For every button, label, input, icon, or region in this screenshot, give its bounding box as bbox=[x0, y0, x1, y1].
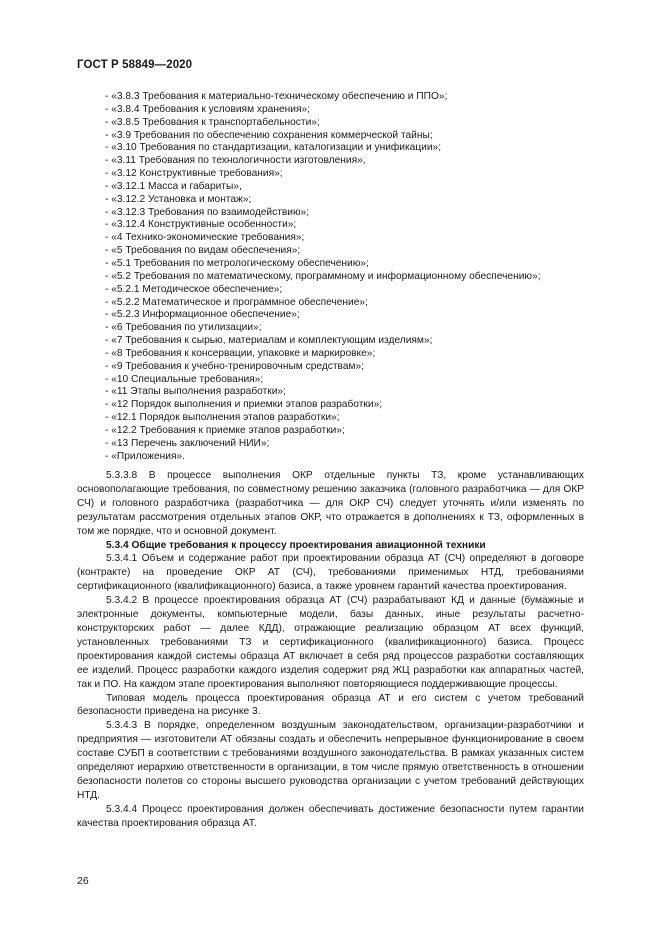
list-item: - «3.8.5 Требования к транспортабельности»; bbox=[105, 116, 320, 128]
list-item: - «7 Требования к сырью, материалам и комплектующим изделиям»; bbox=[105, 335, 433, 347]
list-item: - «5.2.2 Математическое и программное обеспечение»; bbox=[105, 296, 368, 308]
list-item: - «5.2.3 Информационное обеспечение»; bbox=[105, 309, 300, 321]
document-header: ГОСТ Р 58849—2020 bbox=[77, 59, 193, 71]
list-item: - «3.9 Требования по обеспечению сохранения коммерческой тайны; bbox=[105, 129, 433, 141]
document-body bbox=[77, 469, 584, 831]
list-item: - «5.1 Требования по метрологическому обеспечению»; bbox=[105, 257, 369, 269]
list-item: - «11 Этапы выполнения разработки»; bbox=[105, 386, 286, 398]
list-item: - «Приложения». bbox=[105, 450, 185, 462]
list-item: - «3.10 Требования по стандартизации, каталогизации и унификации»; bbox=[105, 142, 442, 154]
list-item: - «3.8.3 Требования к материально-техническому обеспечению и ППО»; bbox=[105, 91, 448, 102]
list-item: - «3.8.4 Требования к условиям хранения»; bbox=[105, 103, 310, 115]
list-item: - «3.12.1 Масса и габариты», bbox=[105, 180, 242, 192]
list-item: - «3.12 Конструктивные требования»; bbox=[105, 168, 283, 180]
paragraph-5-3-4-2: 5.3.4.2 В процессе проектирования образца АТ (СЧ) разрабатывают КД и данные (бумажные и электронные документы, компьютерные модели, базы данных, иные результаты расчетно-конструкторских работ — далее КДД), отражающие реализацию образцом АТ всех функций, установленных требованиями ТЗ и сертификационного (квалификационного) базиса. Процесс проектирования каждой системы образца АТ включает в себя ряд процессов разработки составляющих ее изделий. Процесс разработки каждого изделия содержит ряд ЖЦ разработки как аппаратных частей, так и ПО. На каждом этапе проектирования выполняют повторяющиеся поддерживающие процессы. bbox=[77, 595, 584, 690]
list-item: - «13 Перечень заключений НИИ»; bbox=[105, 437, 270, 449]
list-item: - «3.12.4 Конструктивные особенности»; bbox=[105, 219, 297, 231]
paragraph-5-3-4-1: 5.3.4.1 Объем и содержание работ при проектировании образца АТ (СЧ) определяют в договоре (контракте) на проведение ОКР АТ (СЧ), требованиями применимых НТД, требованиями сертификационного (квалификационного) базиса, а также уровнем гарантий качества проектирования. bbox=[77, 553, 584, 593]
list-item: - «12 Порядок выполнения и приемки этапов разработки»; bbox=[105, 399, 383, 411]
paragraph-typical-model: Типовая модель процесса проектирования образца АТ и его систем с учетом требований безопасности приведена на рисунке 3. bbox=[77, 692, 584, 718]
paragraph-5-3-4-3: 5.3.4.3 В порядке, определенном воздушным законодательством, организации-разработчики и предприятия — изготовители АТ обязаны создать и обеспечить непрерывное функционирование в своем составе СУБП в соответствии с требованиями воздушного законодательства. В рамках указанных систем определяют иерархию ответственности в организации, в том числе прямую ответственность в отношении безопасности полетов со стороны высшего руководства организации с учетом требований действующих НТД. bbox=[77, 720, 584, 801]
list-item: - «12.1 Порядок выполнения этапов разработки»; bbox=[105, 412, 340, 424]
list-item: - «9 Требования к учебно-тренировочным средствам»; bbox=[105, 360, 364, 372]
list-item: - «5.2.1 Методическое обеспечение»; bbox=[105, 283, 283, 295]
list-item: - «6 Требования по утилизации»; bbox=[105, 322, 262, 334]
paragraph-5-3-4-4: 5.3.4.4 Процесс проектирования должен обеспечивать достижение безопасности путем гарантии качества проектирования образца АТ. bbox=[77, 803, 584, 829]
page-number: 26 bbox=[77, 875, 89, 887]
list-item: - «5.2 Требования по математическому, программному и информационному обеспечению»; bbox=[105, 270, 541, 282]
list-item: - «3.12.2 Установка и монтаж»; bbox=[105, 193, 252, 205]
list-item: - «12.2 Требования к приемке этапов разработки»; bbox=[105, 424, 345, 436]
list-item: - «4 Технико-экономические требования»; bbox=[105, 232, 305, 244]
requirements-list bbox=[105, 91, 541, 463]
section-heading-5-3-4: 5.3.4 Общие требования к процессу проектирования авиационной техники bbox=[106, 539, 486, 551]
list-item: - «5 Требования по видам обеспечения»; bbox=[105, 245, 301, 257]
list-item: - «3.12.3 Требования по взаимодействию»; bbox=[105, 206, 310, 218]
list-item: - «10 Специальные требования»; bbox=[105, 373, 264, 385]
list-item: - «3.11 Требования по технологичности изготовления», bbox=[105, 155, 366, 167]
paragraph-5-3-3-8: 5.3.3.8 В процессе выполнения ОКР отдельные пункты ТЗ, кроме устанавливающих основополагающие требования, по совместному решению заказчика (головного разработчика — для ОКР СЧ) и головного разработчика (разработчика — для ОКР СЧ) следует уточнять и/или изменять по результатам рассмотрения отдельных этапов ОКР, что отражается в дополнениях к ТЗ, оформленных в том же порядке, что и основной документ. bbox=[77, 470, 584, 537]
list-item: - «8 Требования к консервации, упаковке и маркировке»; bbox=[105, 347, 376, 359]
